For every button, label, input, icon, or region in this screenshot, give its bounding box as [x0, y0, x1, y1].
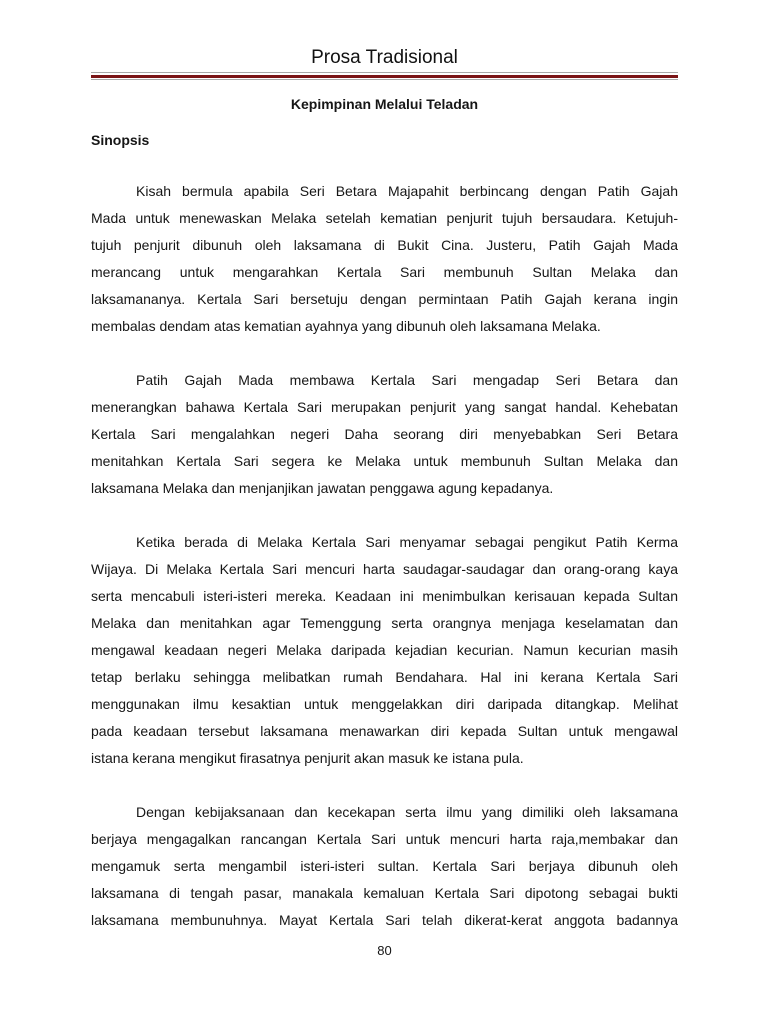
paragraph-line: mengamuk serta mengambil isteri-isteri sultan. Kertala Sari berjaya dibunuh oleh — [91, 858, 678, 874]
paragraph-line: laksamananya. Kertala Sari bersetuju dengan permintaan Patih Gajah kerana ingin — [91, 291, 678, 307]
paragraph-line: tujuh penjurit dibunuh oleh laksamana di Bukit Cina. Justeru, Patih Gajah Mada — [91, 237, 678, 253]
paragraph-line: menerangkan bahawa Kertala Sari merupakan penjurit yang sangat handal. Kehebatan — [91, 399, 678, 415]
header-rule-thin-bottom — [91, 79, 678, 80]
paragraph-line: mengawal keadaan negeri Melaka daripada kejadian kecurian. Namun kecurian masih — [91, 642, 678, 658]
paragraph-line: Dengan kebijaksanaan dan kecekapan serta ilmu yang dimiliki oleh laksamana — [136, 804, 678, 820]
paragraph-2 — [91, 367, 678, 502]
paragraph-line: membalas dendam atas kematian ayahnya yang dibunuh oleh laksamana Melaka. — [91, 318, 601, 334]
header-rule-accent — [91, 75, 678, 78]
paragraph-line: Patih Gajah Mada membawa Kertala Sari mengadap Seri Betara dan — [136, 372, 678, 388]
body-text — [91, 178, 678, 961]
paragraph-line: istana kerana mengikut firasatnya penjurit akan masuk ke istana pula. — [91, 750, 524, 766]
paragraph-line: Kertala Sari mengalahkan negeri Daha seorang diri menyebabkan Seri Betara — [91, 426, 678, 442]
paragraph-4 — [91, 799, 678, 934]
document-heading: Kepimpinan Melalui Teladan — [290, 96, 479, 112]
paragraph-line: laksamana membunuhnya. Mayat Kertala Sari telah dikerat-kerat anggota badannya — [91, 912, 678, 928]
paragraph-line: tetap berlaku sehingga melibatkan rumah Bendahara. Hal ini kerana Kertala Sari — [91, 669, 678, 685]
paragraph-line: menggunakan ilmu kesaktian untuk menggelakkan diri daripada ditangkap. Melihat — [91, 696, 678, 712]
paragraph-line: menitahkan Kertala Sari segera ke Melaka untuk membunuh Sultan Melaka dan — [91, 453, 678, 469]
paragraph-line: Kisah bermula apabila Seri Betara Majapahit berbincang dengan Patih Gajah — [136, 183, 678, 199]
header-rule — [91, 72, 678, 81]
header-rule-thin-top — [91, 72, 678, 73]
paragraph-line: pada keadaan tersebut laksamana menawarkan diri kepada Sultan untuk mengawal — [91, 723, 678, 739]
paragraph-line: Melaka dan menitahkan agar Temenggung serta orangnya menjaga keselamatan dan — [91, 615, 678, 631]
paragraph-line: Ketika berada di Melaka Kertala Sari menyamar sebagai pengikut Patih Kerma — [136, 534, 678, 550]
page-title: Prosa Tradisional — [311, 47, 458, 68]
paragraph-line: serta mencabuli isteri-isteri mereka. Keadaan ini menimbulkan kerisauan kepada Sultan — [91, 588, 678, 604]
page-number: 80 — [377, 943, 392, 958]
section-title: Sinopsis — [91, 132, 150, 148]
paragraph-line: laksamana di tengah pasar, manakala kemaluan Kertala Sari dipotong sebagai bukti — [91, 885, 678, 901]
paragraph-line: berjaya mengagalkan rancangan Kertala Sari untuk mencuri harta raja,membakar dan — [91, 831, 678, 847]
paragraph-1 — [91, 178, 678, 340]
paragraph-line: merancang untuk mengarahkan Kertala Sari membunuh Sultan Melaka dan — [91, 264, 678, 280]
paragraph-line: Mada untuk menewaskan Melaka setelah kematian penjurit tujuh bersaudara. Ketujuh- — [91, 210, 678, 226]
paragraph-3 — [91, 529, 678, 772]
paragraph-line: Wijaya. Di Melaka Kertala Sari mencuri harta saudagar-saudagar dan orang-orang kaya — [91, 561, 678, 577]
paragraph-line: laksamana Melaka dan menjanjikan jawatan penggawa agung kepadanya. — [91, 480, 554, 496]
